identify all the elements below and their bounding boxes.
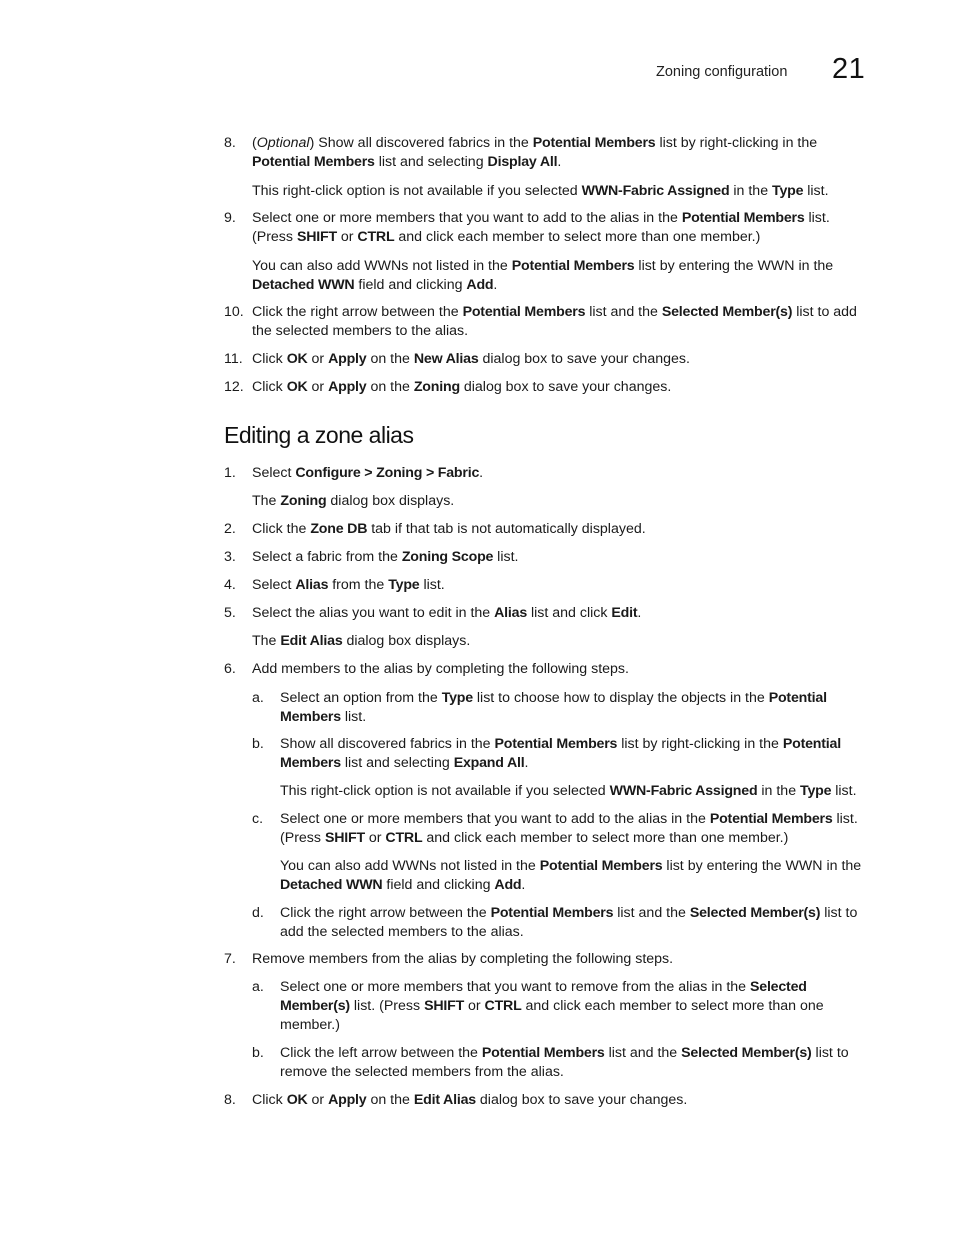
text-run: list and the: [613, 905, 690, 921]
step-number: 2.: [224, 521, 236, 537]
ui-term: CTRL: [484, 998, 522, 1014]
ui-term: SHIFT: [424, 998, 465, 1014]
ui-term: Apply: [328, 1092, 367, 1108]
step-number: 5.: [224, 605, 236, 621]
step-number: c.: [252, 811, 264, 827]
text-run: list. (Press: [252, 210, 830, 245]
ui-term: CTRL: [385, 830, 423, 846]
step-number: 8.: [224, 1092, 236, 1108]
text-run: or: [307, 351, 329, 367]
text-run: on the: [366, 379, 414, 395]
text-run: This right-click option is not available if you selected: [252, 183, 582, 199]
text-run: Select one or more members that you want to remove from the alias in the: [280, 979, 750, 995]
ui-term: New Alias: [413, 351, 479, 367]
text-run: You can also add WWNs not listed in the: [252, 258, 512, 274]
text-run: Remove members from the alias by completing the following steps.: [252, 951, 674, 967]
text-run: list.: [340, 709, 367, 725]
ui-term: Potential Members: [280, 690, 827, 725]
text-run: Click the right arrow between the: [280, 905, 491, 921]
top-note: [252, 257, 874, 295]
section-title: Editing a zone alias: [224, 422, 414, 448]
main-note: [280, 857, 874, 895]
ui-term: Selected Member(s): [280, 979, 807, 1014]
text-run: Click the left arrow between the: [280, 1045, 482, 1061]
text-run: or: [307, 1092, 329, 1108]
ui-term: Type: [772, 183, 804, 199]
header-title: Zoning configuration: [656, 64, 788, 80]
step-text: [280, 782, 874, 801]
ui-term: Potential Members: [511, 258, 635, 274]
step-text: [252, 209, 874, 247]
ui-term: Potential Members: [252, 154, 375, 170]
ui-term: Selected Member(s): [681, 1045, 812, 1061]
step-number: 10.: [224, 304, 244, 320]
step-number: 12.: [224, 379, 244, 395]
text-run: tab if that tab is not automatically displayed.: [367, 521, 646, 537]
ui-term: Configure > Zoning > Fabric: [295, 465, 480, 481]
text-run: list to add the selected members to the alias.: [252, 304, 857, 339]
text-run: Select one or more members that you want to add to the alias in the: [252, 210, 682, 226]
text-run: or: [336, 229, 358, 245]
ui-term: Potential Members: [481, 1045, 605, 1061]
main-substep: [252, 1044, 874, 1082]
ui-term: SHIFT: [296, 229, 337, 245]
top-step: [224, 303, 874, 341]
main-substep: [252, 689, 874, 727]
text-run: dialog box displays.: [342, 633, 471, 649]
chapter-number: 21: [832, 53, 866, 85]
text-run: list and the: [585, 304, 662, 320]
text-run: list and click: [527, 605, 612, 621]
ui-term: OK: [286, 379, 308, 395]
step-text: [252, 134, 874, 172]
step-number: 9.: [224, 210, 236, 226]
text-run: in the: [757, 783, 801, 799]
text-run: Select a fabric from the: [252, 549, 402, 565]
text-run: .: [637, 605, 642, 621]
text-run: list. (Press: [280, 811, 858, 846]
main-step: [224, 548, 874, 567]
text-run: dialog box displays.: [326, 493, 455, 509]
ui-term: OK: [286, 351, 308, 367]
main-substep: [252, 735, 874, 773]
text-run: Select the alias you want to edit in the: [252, 605, 495, 621]
step-text: [252, 464, 874, 483]
text-run: dialog box to save your changes.: [478, 351, 690, 367]
step-text: [280, 810, 874, 848]
text-run: Click the: [252, 521, 311, 537]
top-note: [252, 182, 874, 201]
step-number: b.: [252, 1045, 264, 1061]
text-run: You can also add WWNs not listed in the: [280, 858, 540, 874]
top-step: [224, 350, 874, 369]
ui-term: OK: [286, 1092, 308, 1108]
text-run: ) Show all discovered fabrics in the: [309, 135, 533, 151]
ui-term: Selected Member(s): [661, 304, 793, 320]
ui-term: Selected Member(s): [689, 905, 821, 921]
text-run: list to choose how to display the objects in the: [472, 690, 769, 706]
step-number: a.: [252, 690, 264, 706]
ui-term: Zoning: [413, 379, 460, 395]
main-substep: [252, 978, 874, 1035]
ui-term: Potential Members: [462, 304, 586, 320]
text-run: and click each member to select more than one member.): [280, 998, 824, 1033]
ui-term: WWN-Fabric Assigned: [609, 783, 758, 799]
step-text: [280, 857, 874, 895]
text-run: Click the right arrow between the: [252, 304, 463, 320]
text-run: dialog box to save your changes.: [459, 379, 672, 395]
text-run: .: [521, 877, 526, 893]
main-note: [252, 632, 874, 651]
text-run: list by entering the WWN in the: [662, 858, 862, 874]
text-run: Select one or more members that you want to add to the alias in the: [280, 811, 710, 827]
main-substep: [252, 810, 874, 848]
text-run: on the: [366, 1092, 414, 1108]
step-text: [252, 632, 874, 651]
ui-term: Potential Members: [490, 905, 614, 921]
step-text: [252, 1091, 874, 1110]
step-text: [280, 904, 874, 942]
text-run: or: [307, 379, 329, 395]
step-number: 7.: [224, 951, 236, 967]
text-run: Select: [252, 465, 296, 481]
step-text: [252, 378, 874, 397]
main-step: [224, 464, 874, 483]
ui-term: CTRL: [357, 229, 395, 245]
text-run: list and selecting: [374, 154, 488, 170]
text-run: Click: [252, 1092, 287, 1108]
step-text: [280, 735, 874, 773]
text-run: in the: [729, 183, 773, 199]
text-run: .: [479, 465, 484, 481]
ui-term: Detached WWN: [252, 277, 355, 293]
step-number: a.: [252, 979, 264, 995]
step-text: [280, 1044, 874, 1082]
ui-term: Apply: [328, 351, 367, 367]
step-text: [252, 350, 874, 369]
step-text: [280, 978, 874, 1035]
step-number: 11.: [224, 351, 243, 367]
text-run: field and clicking: [354, 277, 467, 293]
text-run: .: [524, 755, 529, 771]
emphasis-text: Optional: [256, 135, 310, 151]
step-text: [252, 257, 874, 295]
ui-term: Edit Alias: [413, 1092, 476, 1108]
text-run: list and the: [604, 1045, 682, 1061]
ui-term: Type: [388, 577, 420, 593]
main-step: [224, 520, 874, 539]
ui-term: Potential Members: [681, 210, 805, 226]
ui-term: Alias: [494, 605, 528, 621]
step-number: 6.: [224, 661, 236, 677]
text-run: Add members to the alias by completing the following steps.: [252, 661, 629, 677]
text-run: (: [252, 135, 257, 151]
ui-term: Edit: [611, 605, 638, 621]
main-note: [280, 782, 874, 801]
ui-term: Potential Members: [532, 135, 656, 151]
step-text: [252, 520, 874, 539]
ui-term: Type: [800, 783, 832, 799]
step-text: [280, 689, 874, 727]
text-run: list by entering the WWN in the: [634, 258, 834, 274]
top-step: [224, 134, 874, 172]
text-run: list.: [493, 549, 519, 565]
main-note: [252, 492, 874, 511]
text-run: list and selecting: [340, 755, 454, 771]
text-run: The: [252, 493, 281, 509]
main-step: [224, 576, 874, 595]
step-text: [252, 950, 874, 969]
ui-term: Add: [466, 277, 494, 293]
ui-term: Edit Alias: [280, 633, 343, 649]
step-text: [252, 492, 874, 511]
main-step: [224, 1091, 874, 1110]
main-step: [224, 660, 874, 679]
text-run: or: [464, 998, 485, 1014]
step-text: [252, 604, 874, 623]
text-run: from the: [328, 577, 389, 593]
step-number: 3.: [224, 549, 236, 565]
text-run: list.: [803, 183, 829, 199]
text-run: list to add the selected members to the alias.: [280, 905, 858, 940]
text-run: or: [364, 830, 386, 846]
text-run: dialog box to save your changes.: [475, 1092, 688, 1108]
text-run: list. (Press: [349, 998, 425, 1014]
ui-term: Alias: [295, 577, 329, 593]
text-run: Click: [252, 351, 287, 367]
text-run: This right-click option is not available if you selected: [280, 783, 610, 799]
text-run: field and clicking: [382, 877, 495, 893]
ui-term: Add: [494, 877, 522, 893]
ui-term: Potential Members: [709, 811, 833, 827]
ui-term: Potential Members: [539, 858, 663, 874]
text-run: on the: [366, 351, 414, 367]
step-number: 8.: [224, 135, 236, 151]
step-number: b.: [252, 736, 264, 752]
step-number: 4.: [224, 577, 236, 593]
text-run: list.: [419, 577, 445, 593]
text-run: Show all discovered fabrics in the: [280, 736, 495, 752]
text-run: Select an option from the: [280, 690, 442, 706]
top-step: [224, 378, 874, 397]
text-run: list by right-clicking in the: [655, 135, 818, 151]
ui-term: Detached WWN: [280, 877, 383, 893]
ui-term: Expand All: [453, 755, 525, 771]
step-text: [252, 576, 874, 595]
main-step: [224, 950, 874, 969]
ui-term: SHIFT: [324, 830, 365, 846]
text-run: list to remove the selected members from the alias.: [280, 1045, 849, 1080]
ui-term: Display All: [487, 154, 558, 170]
step-number: d.: [252, 905, 264, 921]
text-run: and click each member to select more than one member.): [422, 830, 789, 846]
text-run: .: [493, 277, 498, 293]
ui-term: Zone DB: [310, 521, 368, 537]
top-step: [224, 209, 874, 247]
ui-term: Potential Members: [494, 736, 618, 752]
step-text: [252, 303, 874, 341]
text-run: The: [252, 633, 281, 649]
ui-term: Zoning Scope: [401, 549, 494, 565]
text-run: list by right-clicking in the: [617, 736, 783, 752]
step-text: [252, 660, 874, 679]
text-run: list.: [831, 783, 857, 799]
text-run: Click: [252, 379, 287, 395]
text-run: Select: [252, 577, 296, 593]
ui-term: WWN-Fabric Assigned: [581, 183, 730, 199]
step-text: [252, 182, 874, 201]
step-text: [252, 548, 874, 567]
ui-term: Zoning: [280, 493, 327, 509]
text-run: and click each member to select more than one member.): [394, 229, 761, 245]
main-step: [224, 604, 874, 623]
step-number: 1.: [224, 465, 236, 481]
text-run: .: [557, 154, 562, 170]
ui-term: Apply: [328, 379, 367, 395]
ui-term: Type: [441, 690, 473, 706]
ui-term: Potential Members: [280, 736, 841, 771]
main-substep: [252, 904, 874, 942]
